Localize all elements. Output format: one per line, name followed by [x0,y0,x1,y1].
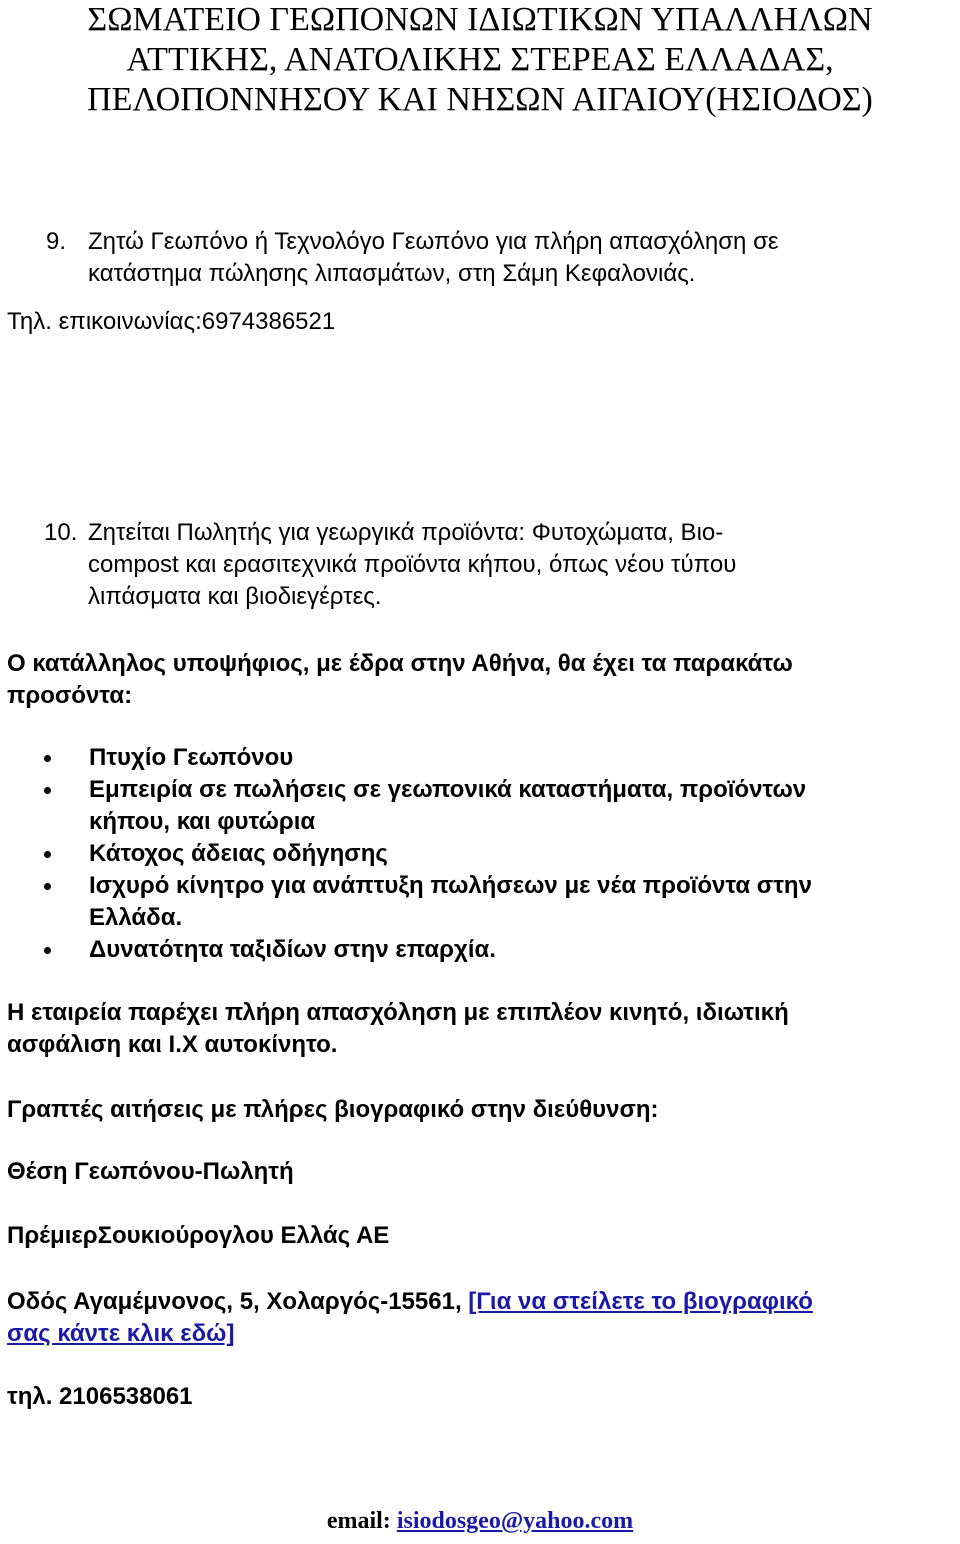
qualification-1-line-1: Πτυχίο Γεωπόνου [89,744,294,771]
candidate-intro-line-2: προσόντα: [7,682,133,709]
bullet-icon [44,851,51,858]
address-line-2 [7,1318,952,1350]
ad-9-number: 9. [46,228,67,255]
contact-phone: τηλ. 2106538061 [7,1383,193,1410]
bullet-icon [44,883,51,890]
header-line-1: ΣΩΜΑΤΕΙΟ ΓΕΩΠΟΝΩΝ ΙΔΙΩΤΙΚΩΝ ΥΠΑΛΛΗΛΩΝ [87,1,873,38]
ad-9-phone: Τηλ. επικοινωνίας:6974386521 [7,308,336,335]
position-title: Θέση Γεωπόνου-Πωλητή [7,1158,294,1185]
candidate-intro [7,648,793,712]
footer-email [0,1505,960,1537]
union-header [0,0,960,120]
qualification-3-line-1: Κάτοχος άδειας οδήγησης [89,840,388,867]
qualification-4-line-2: Ελλάδα. [89,904,183,931]
benefits-line-1: Η εταιρεία παρέχει πλήρη απασχόληση με επιπλέον κινητό, ιδιωτική [7,999,789,1026]
ad-10-number: 10. [44,519,78,546]
email-link[interactable]: isiodosgeo@yahoo.com [396,1508,634,1534]
qualification-2-line-1: Εμπειρία σε πωλήσεις σε γεωπονικά καταστήματα, προϊόντων [89,776,807,803]
company-name: ΠρέμιερΣουκιούρογλου Ελλάς ΑΕ [7,1222,390,1249]
ad-10-line-1: Ζητείται Πωλητής για γεωργικά προϊόντα: Φυτοχώματα, Βιο- [88,519,724,546]
bullet-icon [44,947,51,954]
header-line-3: ΠΕΛΟΠΟΝΝΗΣΟΥ ΚΑΙ ΝΗΣΩΝ ΑΙΓΑΙΟΥ(ΗΣΙΟΔΟΣ) [87,81,873,118]
qualification-5-line-1: Δυνατότητα ταξιδίων στην επαρχία. [89,936,496,963]
ad-9 [46,226,956,290]
address-text: Οδός Αγαμέμνονος, 5, Χολαργός-15561, [7,1288,469,1315]
address-block [7,1286,952,1350]
ad-10-line-2: compost και ερασιτεχνικά προϊόντα κήπου, όπως νέου τύπου [88,551,737,578]
list-item [0,838,950,870]
ad-9-text [88,226,956,290]
benefits-paragraph [7,997,789,1061]
bullet-icon [44,787,51,794]
ad-10-line-3: λιπάσματα και βιοδιεγέρτες. [88,583,382,610]
benefits-line-2: ασφάλιση και Ι.Χ αυτοκίνητο. [7,1031,338,1058]
ad-9-line-1: Ζητώ Γεωπόνο ή Τεχνολόγο Γεωπόνο για πλήρη απασχόληση σε [88,228,779,255]
list-item [0,870,950,934]
send-cv-link-continued[interactable]: σας κάντε κλικ εδώ] [7,1320,235,1347]
qualification-2-line-2: κήπου, και φυτώρια [89,808,316,835]
candidate-intro-line-1: Ο κατάλληλος υποψήφιος, με έδρα στην Αθήνα, θα έχει τα παρακάτω [7,650,793,677]
address-line-1 [7,1286,952,1318]
qualifications-list [0,742,950,966]
applications-text: Γραπτές αιτήσεις με πλήρες βιογραφικό στην διεύθυνση: [7,1096,659,1123]
ad-10-text [88,517,956,613]
list-item [0,742,950,774]
qualification-4-line-1: Ισχυρό κίνητρο για ανάπτυξη πωλήσεων με νέα προϊόντα στην [89,872,812,899]
bullet-icon [44,755,51,762]
email-label: email: [326,1508,397,1534]
header-line-2: ΑΤΤΙΚΗΣ, ΑΝΑΤΟΛΙΚΗΣ ΣΤΕΡΕΑΣ ΕΛΛΑΔΑΣ, [126,41,834,78]
send-cv-link[interactable]: [Για να στείλετε το βιογραφικό [468,1288,813,1315]
ad-10 [46,517,956,613]
list-item [0,934,950,966]
list-item [0,774,950,838]
ad-9-line-2: κατάστημα πώλησης λιπασμάτων, στη Σάμη Κεφαλονιάς. [88,260,696,287]
